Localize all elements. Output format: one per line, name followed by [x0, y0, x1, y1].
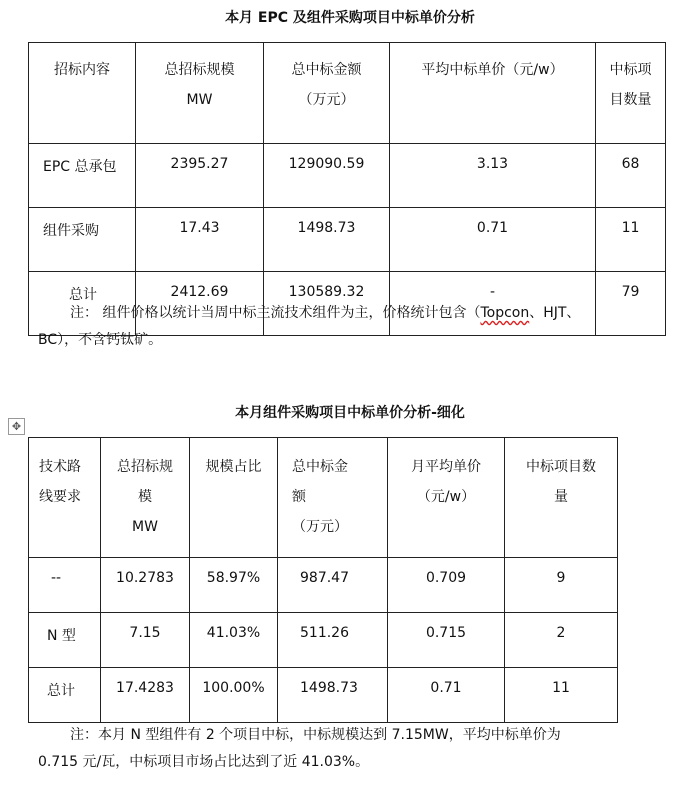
header-cell: 总招标规 模 MW: [101, 438, 190, 558]
table-cell: 11: [596, 208, 666, 272]
table-cell: 68: [596, 144, 666, 208]
note-topcon: Topcon: [480, 305, 530, 321]
table-cell: 1498.73: [278, 668, 388, 723]
table-cell: 0.71: [388, 668, 505, 723]
header-cell: 中标项目数 量: [505, 438, 618, 558]
table-cell: 79: [596, 272, 666, 336]
table-cell: 总计: [29, 668, 101, 723]
note-line: 注：本月 N 型组件有 2 个项目中标，中标规模达到 7.15MW，平均中标单价为: [70, 727, 561, 743]
table-cell: 100.00%: [190, 668, 278, 723]
table-row: [29, 558, 618, 613]
header-cell: 总招标规模 MW: [136, 43, 264, 144]
header-cell: 月平均单价 （元/w）: [388, 438, 505, 558]
table-cell: 0.715: [388, 613, 505, 668]
table-cell: 987.47: [278, 558, 388, 613]
table-cell: 0.709: [388, 558, 505, 613]
header-cell: 平均中标单价（元/w）: [390, 43, 596, 144]
table-row: [29, 144, 666, 208]
table-cell: 2: [505, 613, 618, 668]
table-row: [29, 613, 618, 668]
table-cell: 3.13: [390, 144, 596, 208]
table-cell: 130589.32: [264, 272, 390, 336]
table-cell: 17.43: [136, 208, 264, 272]
table-cell: 129090.59: [264, 144, 390, 208]
table-header-row: [29, 438, 618, 558]
header-cell: 总中标金额 （万元）: [264, 43, 390, 144]
table1-note: [38, 300, 698, 354]
note-text: 注： 组件价格以统计当周中标主流技术组件为主，价格统计包含（: [70, 305, 481, 321]
table-cell: 组件采购: [29, 208, 136, 272]
header-cell: 技术路 线要求: [29, 438, 101, 558]
table-cell: 511.26: [278, 613, 388, 668]
note-line: BC），不含钙钛矿。: [38, 332, 163, 348]
table2-title: 本月组件采购项目中标单价分析-细化: [235, 405, 465, 421]
note-text: 、HJT、: [529, 305, 581, 321]
table2-note: [38, 722, 698, 776]
header-cell: 招标内容: [29, 43, 136, 144]
note-line: 0.715 元/瓦，中标项目市场占比达到了近 41.03%。: [38, 754, 370, 770]
table-cell: N 型: [29, 613, 101, 668]
table-header-row: [29, 43, 666, 144]
table-cell: --: [29, 558, 101, 613]
table-cell: 10.2783: [101, 558, 190, 613]
table-cell: 7.15: [101, 613, 190, 668]
table-cell: 9: [505, 558, 618, 613]
table-cell: 总计: [29, 272, 136, 336]
table-cell: 58.97%: [190, 558, 278, 613]
table-cell: -: [390, 272, 596, 336]
table-cell: 2395.27: [136, 144, 264, 208]
table-row: [29, 668, 618, 723]
component-detail-table: [28, 437, 618, 723]
table-cell: 17.4283: [101, 668, 190, 723]
move-icon[interactable]: ✥: [8, 418, 25, 435]
table-cell: 11: [505, 668, 618, 723]
table-cell: 2412.69: [136, 272, 264, 336]
note-line: [38, 300, 698, 327]
table-cell: EPC 总承包: [29, 144, 136, 208]
header-cell: 规模占比: [190, 438, 278, 558]
table1-title: 本月 EPC 及组件采购项目中标单价分析: [225, 10, 475, 26]
epc-component-table: [28, 42, 666, 336]
table-cell: 0.71: [390, 208, 596, 272]
header-cell: 中标项 目数量: [596, 43, 666, 144]
header-cell: 总中标金 额 （万元）: [278, 438, 388, 558]
table-cell: 41.03%: [190, 613, 278, 668]
table-cell: 1498.73: [264, 208, 390, 272]
table-row: [29, 208, 666, 272]
